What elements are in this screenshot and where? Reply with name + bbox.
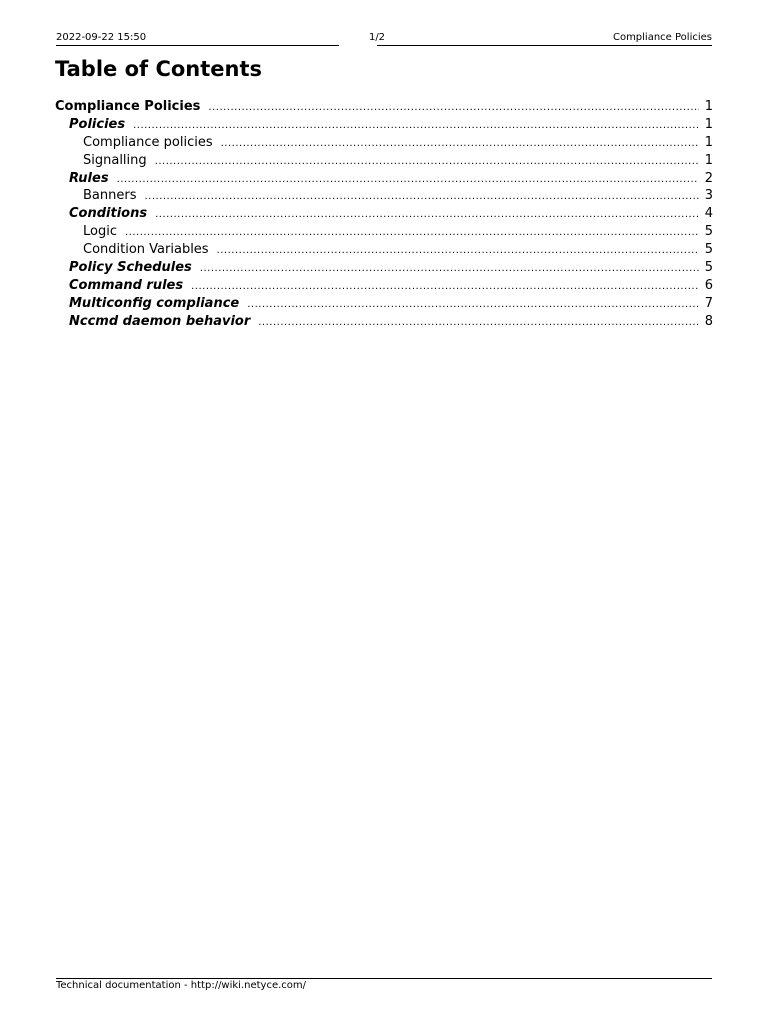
toc-entry-label[interactable]: Signalling: [83, 152, 147, 168]
header-rule-right: [377, 45, 712, 46]
header-page-number: 1/2: [368, 32, 386, 43]
toc-entry[interactable]: [55, 152, 713, 170]
toc-entry-page[interactable]: 1: [704, 116, 713, 132]
toc-entry-page[interactable]: 4: [704, 206, 713, 222]
toc-dot-leader: [200, 260, 699, 278]
toc-entry-page[interactable]: 8: [704, 313, 713, 329]
toc-entry[interactable]: [55, 134, 713, 152]
toc-entry-label[interactable]: Rules: [69, 170, 109, 186]
toc-dot-leader: [247, 296, 699, 314]
toc-title: Table of Contents: [55, 57, 263, 81]
toc-entry-label[interactable]: Logic: [83, 224, 117, 240]
toc-entry-page[interactable]: 5: [704, 260, 713, 276]
header-date: 2022-09-22 15:50: [56, 32, 147, 43]
page-header: [56, 31, 712, 45]
toc-entry[interactable]: [55, 313, 713, 331]
toc-entry-page[interactable]: 7: [704, 295, 713, 311]
footer-text: Technical documentation - http://wiki.netyce.com/: [56, 980, 307, 991]
toc-entry-label[interactable]: Multiconfig compliance: [69, 295, 240, 311]
toc-entry[interactable]: [55, 98, 713, 116]
toc-dot-leader: [125, 224, 699, 242]
toc-entry-label[interactable]: Condition Variables: [83, 242, 209, 258]
toc-entry[interactable]: [55, 187, 713, 205]
toc-dot-leader: [155, 206, 699, 224]
toc-dot-leader: [221, 135, 699, 153]
toc-dot-leader: [191, 278, 699, 296]
toc-entry-label[interactable]: Banners: [83, 188, 137, 204]
toc-dot-leader: [208, 99, 699, 117]
toc-entry[interactable]: [55, 259, 713, 277]
toc-dot-leader: [217, 242, 699, 260]
toc-dot-leader: [133, 117, 699, 135]
toc-dot-leader: [155, 153, 699, 171]
toc-dot-leader: [117, 171, 699, 189]
toc-entry-label[interactable]: Command rules: [69, 277, 184, 293]
toc-dot-leader: [258, 314, 699, 332]
toc-entry-page[interactable]: 5: [704, 242, 713, 258]
toc-entry-page[interactable]: 5: [704, 224, 713, 240]
toc-entry-page[interactable]: 1: [704, 134, 713, 150]
toc-entry[interactable]: [55, 223, 713, 241]
toc-entry-label[interactable]: Compliance policies: [83, 134, 213, 150]
toc-list: [55, 98, 713, 331]
toc-entry-page[interactable]: 6: [704, 277, 713, 293]
toc-entry[interactable]: [55, 295, 713, 313]
toc-entry[interactable]: [55, 241, 713, 259]
toc-entry[interactable]: [55, 116, 713, 134]
toc-entry-page[interactable]: 1: [704, 152, 713, 168]
toc-entry-label[interactable]: Compliance Policies: [55, 99, 201, 114]
toc-entry-page[interactable]: 3: [704, 188, 713, 204]
toc-entry-label[interactable]: Conditions: [69, 206, 148, 222]
toc-entry-label[interactable]: Policy Schedules: [69, 260, 192, 276]
toc-entry-label[interactable]: Policies: [69, 116, 126, 132]
toc-entry[interactable]: [55, 170, 713, 188]
header-rule-left: [56, 45, 339, 46]
toc-entry-label[interactable]: Nccmd daemon behavior: [69, 313, 251, 329]
header-document-title: Compliance Policies: [612, 32, 712, 43]
toc-entry[interactable]: [55, 277, 713, 295]
toc-entry-page[interactable]: 2: [704, 170, 713, 186]
toc-entry-page[interactable]: 1: [704, 99, 713, 114]
toc-entry[interactable]: [55, 205, 713, 223]
toc-dot-leader: [144, 188, 699, 206]
